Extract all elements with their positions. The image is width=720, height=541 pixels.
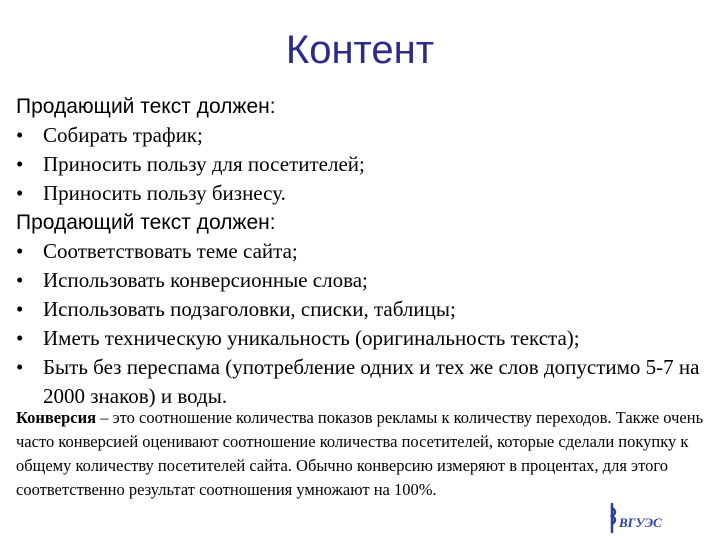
list-item-text: Использовать подзаголовки, списки, таблицы; — [43, 297, 456, 321]
definition-paragraph — [16, 406, 710, 502]
list-item — [16, 179, 706, 208]
list-item — [16, 353, 706, 411]
list-item-text: Собирать трафик; — [43, 123, 203, 147]
list-item-text: Использовать конверсионные слова; — [43, 268, 368, 292]
section-heading-2: Продающий текст должен: — [16, 211, 276, 234]
bullet-list-1 — [16, 121, 706, 208]
bullet-icon: • — [16, 123, 24, 147]
slide-title: Контент — [285, 28, 435, 72]
list-item — [16, 237, 706, 266]
logo-emblem-icon — [605, 500, 665, 536]
definition-text: – это соотношение количества показов рекламы к количеству переходов. Также очень часто конверсией оценивают соотношение количества посетителей, которые сделали покупку к общему количеству посетителей сайта. Обычно конверсию измеряют в процентах, для этого соответственно результат соотношения умножают на 100%. — [16, 408, 704, 499]
list-item — [16, 266, 706, 295]
list-item-text: Приносить пользу для посетителей; — [43, 152, 365, 176]
list-item-text: Быть без переспама (употребление одних и тех же слов допустимо 5-7 на 2000 знаков) и воды. — [43, 355, 700, 408]
logo-text: ВГУЭС — [619, 515, 662, 530]
list-item-text: Соответствовать теме сайта; — [43, 239, 298, 263]
list-item-text: Иметь техническую уникальность (оригинальность текста); — [43, 326, 580, 350]
bullet-icon: • — [16, 326, 24, 350]
list-item — [16, 150, 706, 179]
list-item — [16, 295, 706, 324]
list-item — [16, 324, 706, 353]
bullet-icon: • — [16, 181, 24, 205]
bullet-icon: • — [16, 239, 24, 263]
list-item-text: Приносить пользу бизнесу. — [43, 181, 286, 205]
section-heading-1: Продающий текст должен: — [16, 95, 276, 118]
definition-term: Конверсия — [16, 408, 97, 427]
slide-content — [16, 92, 706, 411]
list-item — [16, 121, 706, 150]
bullet-list-2 — [16, 237, 706, 411]
bullet-icon: • — [16, 268, 24, 292]
bullet-icon: • — [16, 297, 24, 321]
university-logo — [605, 500, 665, 536]
bullet-icon: • — [16, 355, 24, 379]
bullet-icon: • — [16, 152, 24, 176]
